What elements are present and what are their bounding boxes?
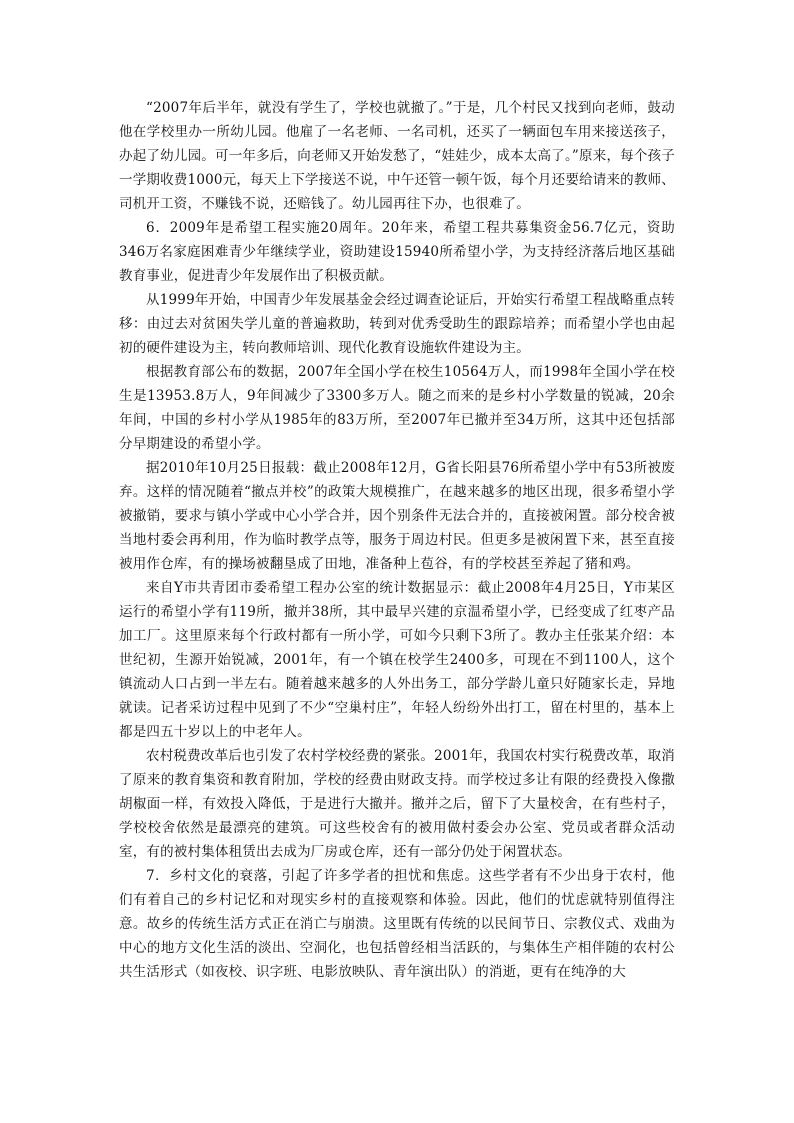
paragraph-1: “2007年后半年，就没有学生了，学校也就撤了。”于是，几个村民又找到向老师，鼓动他在学校里办一所幼儿园。他雇了一名老师、一名司机，还买了一辆面包车用来接送孩子，办起了幼儿园。可一年多后，向老师又开始发愁了，“娃娃少，成本太高了。”原来，每个孩子一学期收费1000元，每天上下学接送不说，中午还管一顿午饭，每个月还要给请来的教师、司机开工资，不赚钱不说，还赔钱了。幼儿园再往下办，也很难了。 [119, 100, 675, 212]
paragraph-4: 根据教育部公布的数据，2007年全国小学在校生10564万人，而1998年全国小学在校生是13953.8万人，9年间减少了3300多万人。随之而来的是乡村小学数量的锐减，20余年间，中国的乡村小学从1985年的83万所，至2007年已撤并至34万所，这其中还包括部分早期建设的希望小学。 [119, 364, 675, 452]
paragraph-2-section-6: 6．2009年是希望工程实施20周年。20年来，希望工程共募集资金56.7亿元，资助346万名家庭困难青少年继续学业，资助建设15940所希望小学，为支持经济落后地区基础教育事业，促进青少年发展作出了积极贡献。 [119, 220, 675, 284]
paragraph-7: 农村税费改革后也引发了农村学校经费的紧张。2001年，我国农村实行税费改革，取消了原来的教育集资和教育附加，学校的经费由财政支持。而学校过多让有限的经费投入像撒胡椒面一样，有效投入降低，于是进行大撤并。撤并之后，留下了大量校舍，在有些村子，学校校舍依然是最漂亮的建筑。可这些校舍有的被用做村委会办公室、党员或者群众活动室，有的被村集体租赁出去成为厂房或仓库，还有一部分仍处于闲置状态。 [119, 748, 675, 860]
document-page [119, 96, 675, 984]
paragraph-8-section-7: 7．乡村文化的衰落，引起了许多学者的担忧和焦虑。这些学者有不少出身于农村，他们有着自己的乡村记忆和对现实乡村的直接观察和体验。因此，他们的忧虑就特别值得注意。故乡的传统生活方式正在消亡与崩溃。这里既有传统的以民间节日、宗教仪式、戏曲为中心的地方文化生活的淡出、空洞化，也包括曾经相当活跃的，与集体生产相伴随的农村公共生活形式（如夜校、识字班、电影放映队、青年演出队）的消逝，更有在纯净的大 [119, 868, 675, 980]
paragraph-3: 从1999年开始，中国青少年发展基金会经过调查论证后，开始实行希望工程战略重点转移：由过去对贫困失学儿童的普遍救助，转到对优秀受助生的跟踪培养；而希望小学也由起初的硬件建设为主，转向教师培训、现代化教育设施软件建设为主。 [119, 292, 675, 356]
paragraph-5: 据2010年10月25日报载：截止2008年12月，G省长阳县76所希望小学中有53所被废弃。这样的情况随着“撤点并校”的政策大规模推广，在越来越多的地区出现，很多希望小学被撤销，要求与镇小学或中心小学合并，因个别条件无法合并的，直接被闲置。部分校舍被当地村委会再利用，作为临时教学点等，服务于周边村民。但更多是被闲置下来，甚至直接被用作仓库，有的操场被翻垦成了田地，准备种上苞谷，有的学校甚至养起了猪和鸡。 [119, 460, 675, 572]
paragraph-6: 来自Y市共青团市委希望工程办公室的统计数据显示：截止2008年4月25日，Y市某区运行的希望小学有119所，撤并38所，其中最早兴建的京温希望小学，已经变成了红枣产品加工厂。这里原来每个行政村都有一所小学，可如今只剩下3所了。教办主任张某介绍：本世纪初，生源开始锐减，2001年，有一个镇在校学生2400多，可现在不到1100人，这个镇流动人口占到一半左右。随着越来越多的人外出务工，部分学龄儿童只好随家长走，异地就读。记者采访过程中见到了不少“空巢村庄”，年轻人纷纷外出打工，留在村里的，基本上都是四五十岁以上的中老年人。 [119, 580, 675, 740]
